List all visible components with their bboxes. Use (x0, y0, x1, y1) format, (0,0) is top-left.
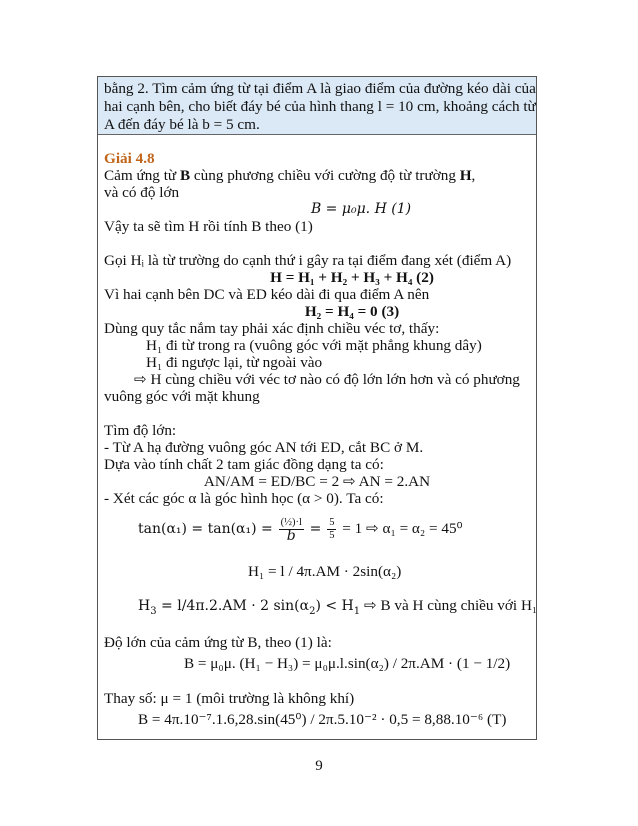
equation-3: H₂ = H₄ = 0 (3) (304, 303, 400, 320)
equation-7: $H_3 = l/4\pi.2.AM \cdot 2$ $\sin(\alpha_2) < H_1$ ⇨ B và H cùng chiều với H₁ (138, 597, 538, 617)
page-number: 9 (315, 758, 323, 774)
solution-box (97, 76, 537, 740)
solution-line-8: - Từ A hạ đường vuông góc AN tới ED, cắt BC ở M. (104, 439, 424, 456)
equation-2: H = H₁ + H₂ + H₃ + H₄ (2) (270, 269, 434, 286)
equation-4: AN/AM = ED/BC = 2 ⇨ AN = 2.AN (203, 473, 431, 490)
problem-line-1: bằng 2. Tìm cảm ứng từ tại điểm A là giao điểm của đường kéo dài của (104, 80, 536, 97)
solution-line-2: và có độ lớn (104, 184, 180, 201)
solution-line-5: Vì hai cạnh bên DC và ED kéo dài đi qua điểm A nên (104, 286, 430, 303)
equation-1: B = μ₀μ. H (1) (310, 201, 412, 217)
equation-6: H₁ = l / 4π.AM · 2sin(α₂) (248, 563, 402, 580)
fraction-half-l-over-b: $\frac{\text{(½)·l}}{b}$ (280, 517, 302, 544)
solution-line-3: Vậy ta sẽ tìm H rồi tính B theo (1) (104, 218, 313, 235)
solution-line-10: - Xét các góc α là góc hình học (α > 0). Ta có: (104, 490, 384, 507)
equation-9: B = 4π.10⁻⁷.1.6,28.sin(45⁰) / 2π.5.10⁻² · 0,5 = 8,88.10⁻⁶ (T) (138, 711, 507, 728)
solution-line-6: Dùng quy tắc nắm tay phải xác định chiều véc tơ, thấy: (104, 320, 440, 337)
bullet-1: H₁ đi từ trong ra (vuông góc với mặt phẳng khung dây) (146, 337, 482, 354)
problem-statement (98, 77, 536, 135)
solution-line-1: Cảm ứng từ B cùng phương chiều với cường độ từ trường H, (104, 167, 476, 184)
bullet-3-continuation: vuông góc với mặt khung (104, 388, 260, 405)
problem-line-3: A đến đáy bé là b = 5 cm. (104, 116, 260, 133)
solution-heading: Giải 4.8 (104, 150, 155, 167)
fraction-5-over-5: $\frac{5}{5}$ (329, 517, 335, 541)
bullet-3: ⇨ H cùng chiều với véc tơ nào có độ lớn lớn hơn và có phương (134, 371, 520, 388)
solution-line-9: Dựa vào tính chất 2 tam giác đồng dạng ta có: (104, 456, 384, 473)
solution-line-7: Tìm độ lớn: (104, 422, 177, 439)
solution-line-12: Thay số: μ = 1 (môi trường là không khí) (104, 690, 355, 707)
equation-8: B = μ₀μ. (H₁ − H₃) = μ₀μ.l.sin(α₂) / 2π.AM · (1 − 1/2) (184, 655, 511, 672)
problem-line-2: hai cạnh bên, cho biết đáy bé của hình thang l = 10 cm, khoảng cách từ (104, 98, 536, 115)
solution-line-4: Gọi Hᵢ là từ trường do cạnh thứ i gây ra tại điểm đang xét (điểm A) (104, 252, 512, 269)
equation-5: tan(α₁) = tan(α₁) = $\frac{\text{(½)·l}}{b}$ = $\frac{5}{5}$ = 1 ⇨ α₁ = α₂ = 45⁰ (138, 517, 463, 544)
bullet-2: H₁ đi ngược lại, từ ngoài vào (146, 354, 323, 371)
solution-line-11: Độ lớn của cảm ứng từ B, theo (1) là: (104, 634, 332, 651)
